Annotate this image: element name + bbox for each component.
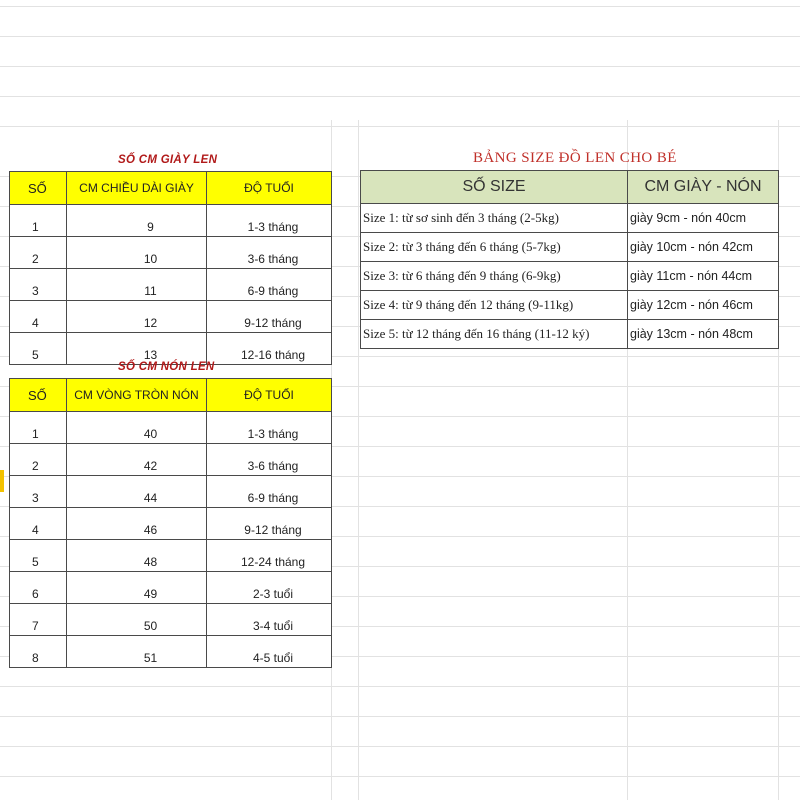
table-cell[interactable]: 42 bbox=[67, 444, 207, 476]
hat-size-table bbox=[9, 378, 332, 668]
table-cell[interactable]: Size 3: từ 6 tháng đến 9 tháng (6-9kg) bbox=[361, 262, 628, 291]
table-cell[interactable]: 13 bbox=[67, 333, 207, 365]
table-row bbox=[10, 205, 332, 237]
header-cell[interactable]: ĐỘ TUỔI bbox=[207, 172, 332, 205]
header-cell[interactable]: SỐ bbox=[10, 172, 67, 205]
table-cell[interactable]: 3 bbox=[10, 476, 67, 508]
table-cell[interactable]: 48 bbox=[67, 540, 207, 572]
header-cell[interactable]: SỐ SIZE bbox=[361, 171, 628, 204]
table-cell[interactable]: 1 bbox=[10, 412, 67, 444]
table-cell[interactable]: giày 13cm - nón 48cm bbox=[628, 320, 779, 349]
table-cell[interactable]: giày 12cm - nón 46cm bbox=[628, 291, 779, 320]
table-row bbox=[10, 412, 332, 444]
table-cell[interactable]: 1 bbox=[10, 205, 67, 237]
table-cell[interactable]: 2 bbox=[10, 444, 67, 476]
table-cell[interactable]: 9 bbox=[67, 205, 207, 237]
table-cell[interactable]: Size 1: từ sơ sinh đến 3 tháng (2-5kg) bbox=[361, 204, 628, 233]
table-cell[interactable]: 8 bbox=[10, 636, 67, 668]
table-row bbox=[10, 237, 332, 269]
size-table-title: BẢNG SIZE ĐỒ LEN CHO BÉ bbox=[473, 150, 677, 166]
shoe-size-table bbox=[9, 171, 332, 365]
table-row bbox=[10, 540, 332, 572]
table-header-row bbox=[10, 379, 332, 412]
table-cell[interactable]: giày 9cm - nón 40cm bbox=[628, 204, 779, 233]
table-cell[interactable]: 4-5 tuổi bbox=[207, 636, 332, 668]
table-cell[interactable]: 51 bbox=[67, 636, 207, 668]
table-cell[interactable]: 11 bbox=[67, 269, 207, 301]
table-cell[interactable]: giày 10cm - nón 42cm bbox=[628, 233, 779, 262]
table-cell[interactable]: 1-3 tháng bbox=[207, 205, 332, 237]
table-cell[interactable]: 49 bbox=[67, 572, 207, 604]
table-cell[interactable]: 3 bbox=[10, 269, 67, 301]
table-cell[interactable]: 50 bbox=[67, 604, 207, 636]
table-row bbox=[361, 262, 779, 291]
table-cell[interactable]: 12-24 tháng bbox=[207, 540, 332, 572]
table-row bbox=[361, 204, 779, 233]
table-row bbox=[10, 476, 332, 508]
table-cell[interactable]: 6-9 tháng bbox=[207, 476, 332, 508]
table-cell[interactable]: 9-12 tháng bbox=[207, 301, 332, 333]
table-header-row bbox=[361, 171, 779, 204]
table-header-row bbox=[10, 172, 332, 205]
table-cell[interactable]: 46 bbox=[67, 508, 207, 540]
table-row bbox=[10, 636, 332, 668]
table-cell[interactable]: 2 bbox=[10, 237, 67, 269]
table-row bbox=[361, 233, 779, 262]
table-cell[interactable]: 4 bbox=[10, 301, 67, 333]
table-row bbox=[10, 301, 332, 333]
table-cell[interactable]: Size 4: từ 9 tháng đến 12 tháng (9-11kg) bbox=[361, 291, 628, 320]
table-cell[interactable]: 40 bbox=[67, 412, 207, 444]
header-cell[interactable]: CM GIÀY - NÓN bbox=[628, 171, 779, 204]
hat-table-title: SỐ CM NÓN LEN bbox=[118, 361, 215, 373]
table-cell[interactable]: Size 5: từ 12 tháng đến 16 tháng (11-12 ký) bbox=[361, 320, 628, 349]
table-cell[interactable]: 12-16 tháng bbox=[207, 333, 332, 365]
table-cell[interactable]: 7 bbox=[10, 604, 67, 636]
table-cell[interactable]: 1-3 tháng bbox=[207, 412, 332, 444]
table-cell[interactable]: 6-9 tháng bbox=[207, 269, 332, 301]
table-cell[interactable]: 3-6 tháng bbox=[207, 237, 332, 269]
table-cell[interactable]: 12 bbox=[67, 301, 207, 333]
header-cell[interactable]: ĐỘ TUỔI bbox=[207, 379, 332, 412]
table-cell[interactable]: 5 bbox=[10, 540, 67, 572]
table-cell[interactable]: 3-6 tháng bbox=[207, 444, 332, 476]
table-cell[interactable]: 2-3 tuổi bbox=[207, 572, 332, 604]
table-row bbox=[10, 333, 332, 365]
table-cell[interactable]: 9-12 tháng bbox=[207, 508, 332, 540]
table-cell[interactable]: Size 2: từ 3 tháng đến 6 tháng (5-7kg) bbox=[361, 233, 628, 262]
table-cell[interactable]: giày 11cm - nón 44cm bbox=[628, 262, 779, 291]
table-row bbox=[361, 320, 779, 349]
header-cell[interactable]: CM CHIỀU DÀI GIÀY bbox=[67, 172, 207, 205]
size-guide-table bbox=[360, 170, 779, 349]
header-cell[interactable]: CM VÒNG TRÒN NÓN bbox=[67, 379, 207, 412]
table-row bbox=[361, 291, 779, 320]
row-selection-marker bbox=[0, 470, 4, 492]
table-cell[interactable]: 3-4 tuổi bbox=[207, 604, 332, 636]
table-row bbox=[10, 604, 332, 636]
table-cell[interactable]: 5 bbox=[10, 333, 67, 365]
table-cell[interactable]: 44 bbox=[67, 476, 207, 508]
table-cell[interactable]: 4 bbox=[10, 508, 67, 540]
shoe-table-title: SỐ CM GIÀY LEN bbox=[118, 154, 218, 166]
table-cell[interactable]: 6 bbox=[10, 572, 67, 604]
grid-column-line bbox=[358, 120, 359, 800]
table-row bbox=[10, 508, 332, 540]
table-row bbox=[10, 572, 332, 604]
header-cell[interactable]: SỐ bbox=[10, 379, 67, 412]
table-row bbox=[10, 269, 332, 301]
table-cell[interactable]: 10 bbox=[67, 237, 207, 269]
table-row bbox=[10, 444, 332, 476]
